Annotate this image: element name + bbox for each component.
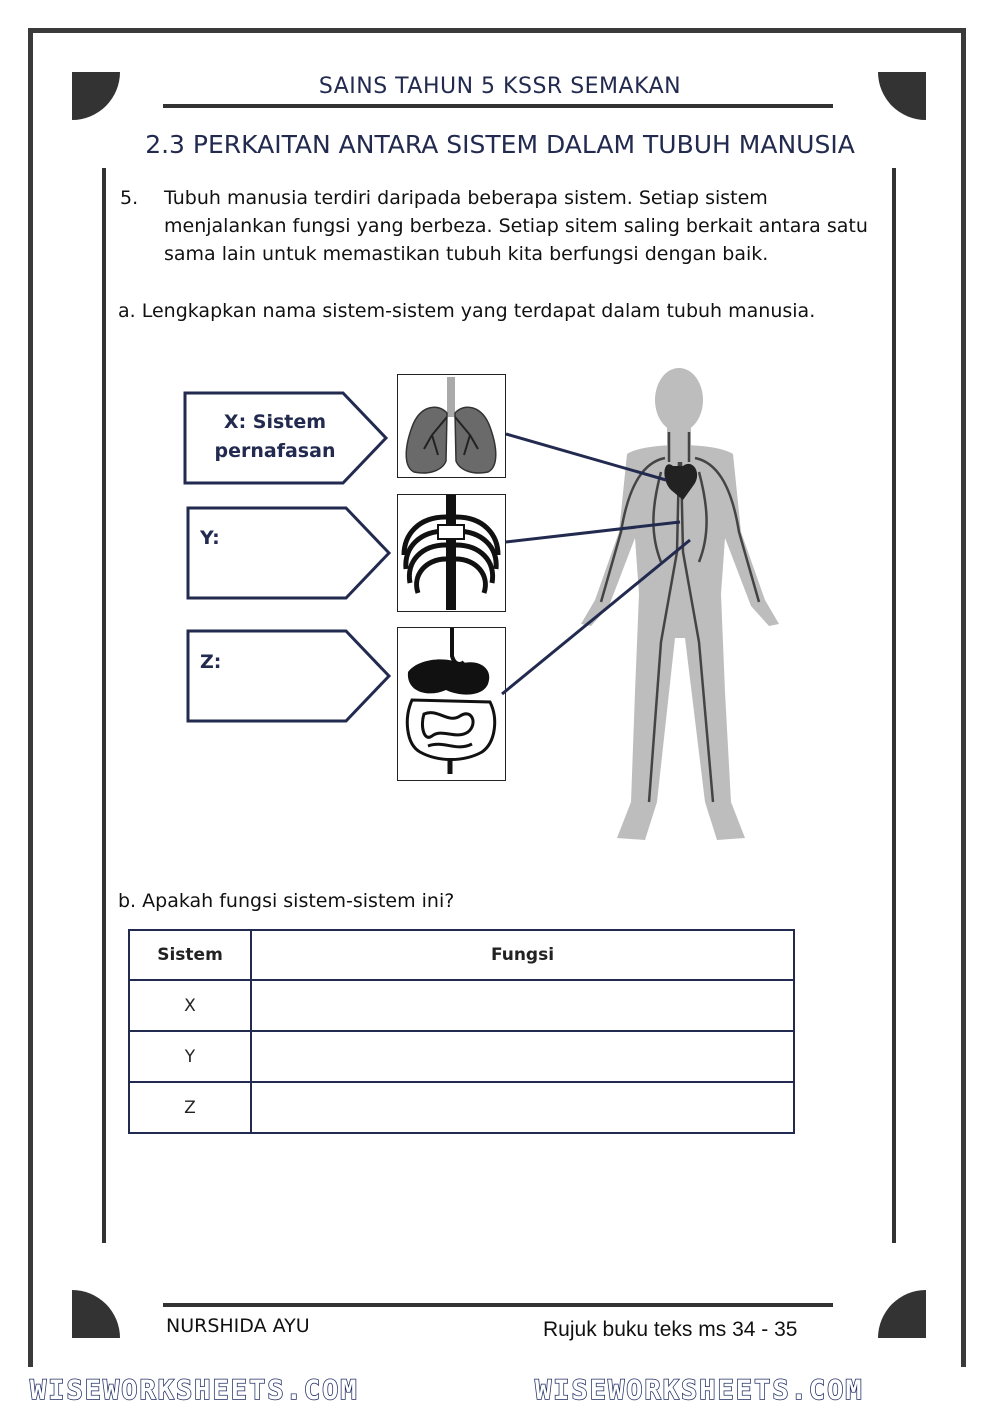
watermark-strip (0, 1375, 1000, 1411)
watermark-text-1: WISEWORKSHEETS.COM (30, 1375, 359, 1406)
table-header-row (129, 930, 794, 980)
intro-line-2: menjalankan fungsi yang berbeza. Setiap sitem saling berkait antara satu (164, 215, 868, 237)
row-y-sistem: Y (129, 1031, 251, 1082)
table-row (129, 1031, 794, 1082)
intro-line-3: sama lain untuk memastikan tubuh kita berfungsi dengan baik. (164, 243, 769, 265)
footer-rule (163, 1303, 833, 1307)
header-sistem: Sistem (129, 930, 251, 980)
row-x-sistem: X (129, 980, 251, 1031)
function-table (128, 929, 795, 1134)
table-row (129, 980, 794, 1031)
header-fungsi: Fungsi (251, 930, 794, 980)
row-y-fungsi[interactable] (251, 1031, 794, 1082)
footer-author: NURSHIDA AYU (166, 1315, 310, 1337)
row-z-fungsi[interactable] (251, 1082, 794, 1133)
footer-reference: Rujuk buku teks ms 34 - 35 (543, 1318, 798, 1341)
row-z-sistem: Z (129, 1082, 251, 1133)
header-title: SAINS TAHUN 5 KSSR SEMAKAN (318, 74, 682, 99)
chapter-title: 2.3 PERKAITAN ANTARA SISTEM DALAM TUBUH MANUSIA (145, 130, 855, 159)
part-b-question: b. Apakah fungsi sistem-sistem ini? (118, 890, 455, 912)
part-a-question: a. Lengkapkan nama sistem-sistem yang terdapat dalam tubuh manusia. (118, 300, 816, 322)
intro-line-1: Tubuh manusia terdiri daripada beberapa sistem. Setiap sistem (164, 187, 768, 209)
label-z[interactable]: Z: (200, 651, 222, 673)
label-y[interactable]: Y: (200, 527, 220, 549)
intro-number: 5. (120, 187, 139, 209)
label-x-line1: X: Sistem (223, 411, 327, 433)
label-x-line2: pernafasan (214, 440, 336, 462)
table-row (129, 1082, 794, 1133)
row-x-fungsi[interactable] (251, 980, 794, 1031)
watermark-text-2: WISEWORKSHEETS.COM (535, 1375, 864, 1406)
